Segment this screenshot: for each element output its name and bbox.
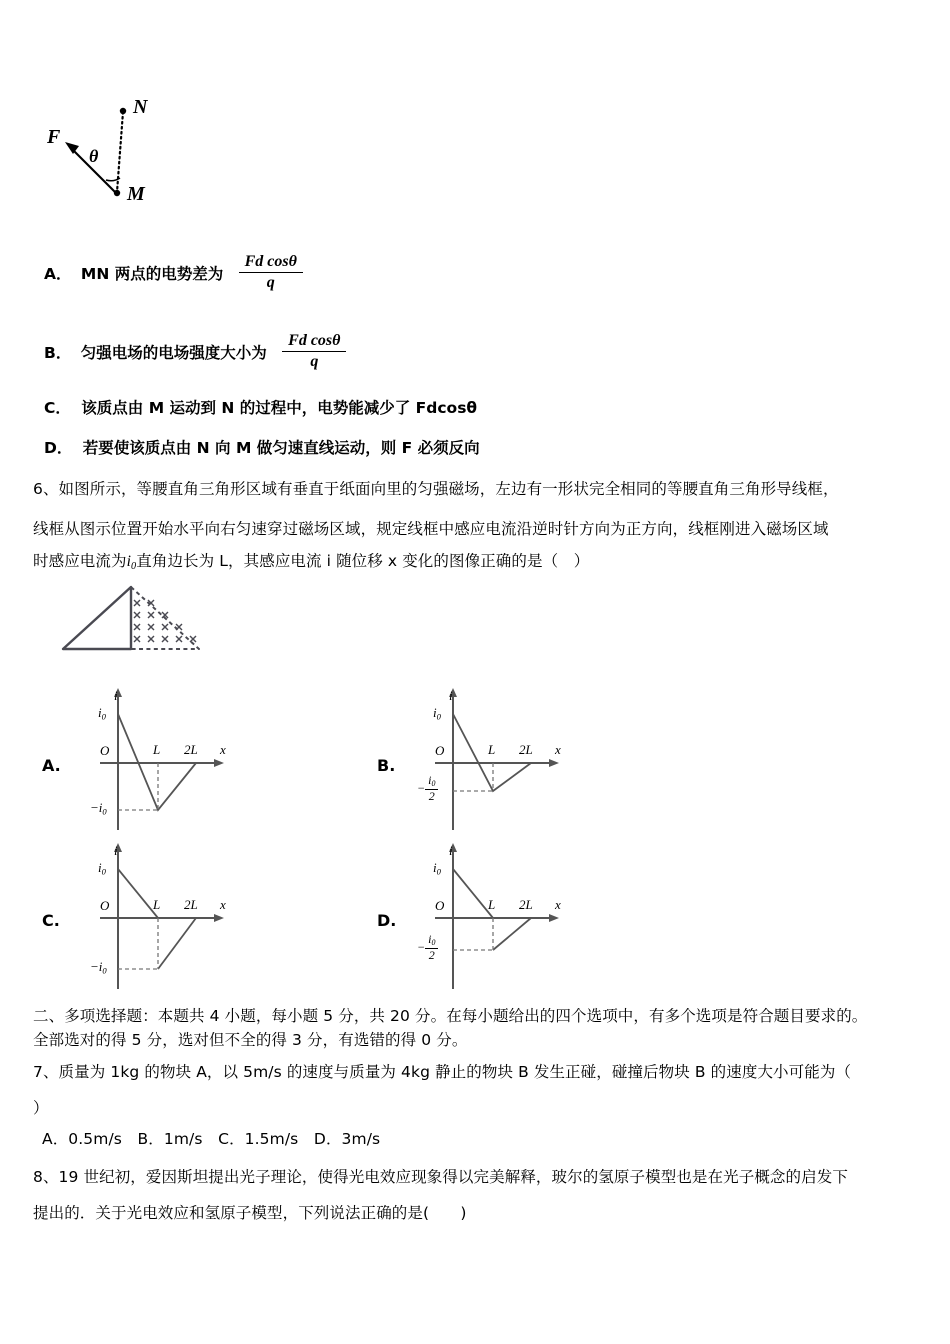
question8-line2: 提出的．关于光电效应和氢原子模型，下列说法正确的是( ) (33, 1204, 467, 1222)
graph-b-letter: B. (377, 756, 396, 775)
question6-i0-symbol: i (126, 553, 132, 570)
graph-a-block (40, 688, 270, 833)
label-f: F (47, 126, 61, 148)
graph-c-ytick-i0: $i_0$ (98, 860, 106, 877)
graph-d-segment-descending (453, 869, 496, 918)
graph-d-xlabel: x (555, 897, 561, 912)
graph-b-ytick-neg-half-i0: − $\frac{i_0}{2}$ (417, 774, 438, 804)
question6-line3-pre: 时感应电流为 (33, 552, 127, 570)
point-n-dot (120, 108, 126, 114)
graph-c-ylabel: i (114, 843, 118, 858)
section2-line2: 全部选对的得 5 分，选对但不全的得 3 分，有选错的得 0 分。 (33, 1031, 468, 1049)
option-b-numerator: Fd cosθ (288, 332, 341, 349)
graph-c-xtick-2l: 2L (184, 897, 198, 912)
graph-b-ylabel: i (449, 688, 453, 703)
question6-line3 (33, 549, 589, 572)
graph-b-origin-label: O (435, 743, 445, 758)
graph-a-ytick-neg-i0: $-i_0$ (90, 800, 107, 817)
option-b-marker: B． (44, 343, 72, 362)
option-a-marker: A． (44, 264, 72, 283)
graph-d-xtick-2l: 2L (519, 897, 533, 912)
graph-b-ytick-i0: $i_0$ (433, 705, 441, 722)
question7-line2: ） (33, 1099, 49, 1117)
label-m: M (127, 183, 145, 205)
option-a-numerator: Fd cosθ (244, 253, 297, 270)
graph-c-segment-rising (158, 918, 196, 969)
mn-diagram-svg (45, 88, 205, 223)
graph-d-ytick-neg-half-i0: − $\frac{i_0}{2}$ (417, 933, 438, 963)
field-figure-svg (55, 583, 205, 663)
section2-line1: 二、多项选择题：本题共 4 小题，每小题 5 分，共 20 分。在每小题给出的四个选项中，有多个选项是符合题目要求的。 (33, 1007, 868, 1025)
theta-arc (106, 178, 120, 181)
option-d-text: 若要使该质点由 N 向 M 做匀速直线运动，则 F 必须反向 (82, 439, 480, 457)
option-a-row (44, 255, 303, 294)
graph-d-ytick-i0: $i_0$ (433, 860, 441, 877)
option-a-text: MN 两点的电势差为 (80, 264, 224, 283)
option-c-marker: C． (44, 399, 71, 417)
force-arrow-head (65, 142, 79, 154)
graph-c-block (40, 843, 270, 993)
graph-d-block (375, 843, 605, 993)
option-c-text: 该质点由 M 运动到 N 的过程中，电势能减少了 Fdcosθ (81, 399, 478, 417)
graph-d-x-arrow (549, 914, 559, 922)
label-theta: θ (89, 146, 99, 166)
label-n: N (133, 96, 148, 118)
graph-b-xlabel: x (555, 742, 561, 757)
graph-d-letter: D. (377, 911, 397, 930)
option-b-fraction (282, 332, 346, 371)
option-b-row (44, 334, 346, 373)
question6-line2: 线框从图示位置开始水平向右匀速穿过磁场区域，规定线框中感应电流沿逆时针方向为正方向，线框刚进入磁场区域 (33, 520, 829, 538)
graph-d-ylabel: i (449, 843, 453, 858)
graph-c-letter: C. (42, 911, 60, 930)
mn-force-diagram (45, 88, 205, 223)
question8-line1: 8、19 世纪初，爱因斯坦提出光子理论，使得光电效应现象得以完美解释，玻尔的氢原子模型也是在光子概念的启发下 (33, 1168, 848, 1186)
option-a-denominator: q (239, 272, 303, 292)
option-b-denominator: q (282, 351, 346, 371)
graph-a-xtick-l: L (153, 742, 161, 757)
graph-c-ytick-neg-i0: $-i_0$ (90, 959, 107, 976)
graph-d-xtick-l: L (488, 897, 496, 912)
triangle-field-figure (55, 583, 205, 663)
question6-line1: 6、如图所示，等腰直角三角形区域有垂直于纸面向里的匀强磁场，左边有一形状完全相同的等腰直角三角形导线框， (33, 480, 839, 498)
graph-c-xtick-l: L (153, 897, 161, 912)
question7-line1: 7、质量为 1kg 的物块 A，以 5m/s 的速度与质量为 4kg 静止的物块 B 发生正碰，碰撞后物块 B 的速度大小可能为（ (33, 1063, 852, 1081)
field-into-page-marks (134, 600, 196, 642)
option-c-row (44, 396, 477, 418)
graph-a-xtick-2l: 2L (184, 742, 198, 757)
graph-a-letter: A. (42, 756, 61, 775)
graph-a-origin-label: O (100, 743, 110, 758)
question6-line3-mid: 直角边长为 L，其感应电流 i 随位移 x 变化的图像正确的是（ ） (136, 552, 590, 570)
graph-a-xlabel: x (220, 742, 226, 757)
option-a-fraction (239, 253, 303, 292)
graph-c-segment-descending (118, 869, 161, 918)
graph-a-x-arrow (214, 759, 224, 767)
option-b-text: 匀强电场的电场强度大小为 (80, 343, 267, 362)
graph-d-segment-rising (493, 918, 531, 950)
option-d-row (44, 436, 480, 458)
graph-c-xlabel: x (220, 897, 226, 912)
graph-b-block (375, 688, 605, 833)
graph-a-ylabel: i (114, 688, 118, 703)
graph-b-x-arrow (549, 759, 559, 767)
graph-c-origin-label: O (100, 898, 110, 913)
graph-a-ytick-i0: $i_0$ (98, 705, 106, 722)
graph-d-origin-label: O (435, 898, 445, 913)
wire-loop-triangle (63, 587, 131, 649)
graph-c-x-arrow (214, 914, 224, 922)
question6-i0-subscript: 0 (131, 560, 137, 572)
question7-options: A．0.5m/s B．1m/s C．1.5m/s D．3m/s (42, 1130, 381, 1148)
graph-b-xtick-l: L (488, 742, 496, 757)
option-d-marker: D． (44, 439, 73, 457)
graph-b-xtick-2l: 2L (519, 742, 533, 757)
